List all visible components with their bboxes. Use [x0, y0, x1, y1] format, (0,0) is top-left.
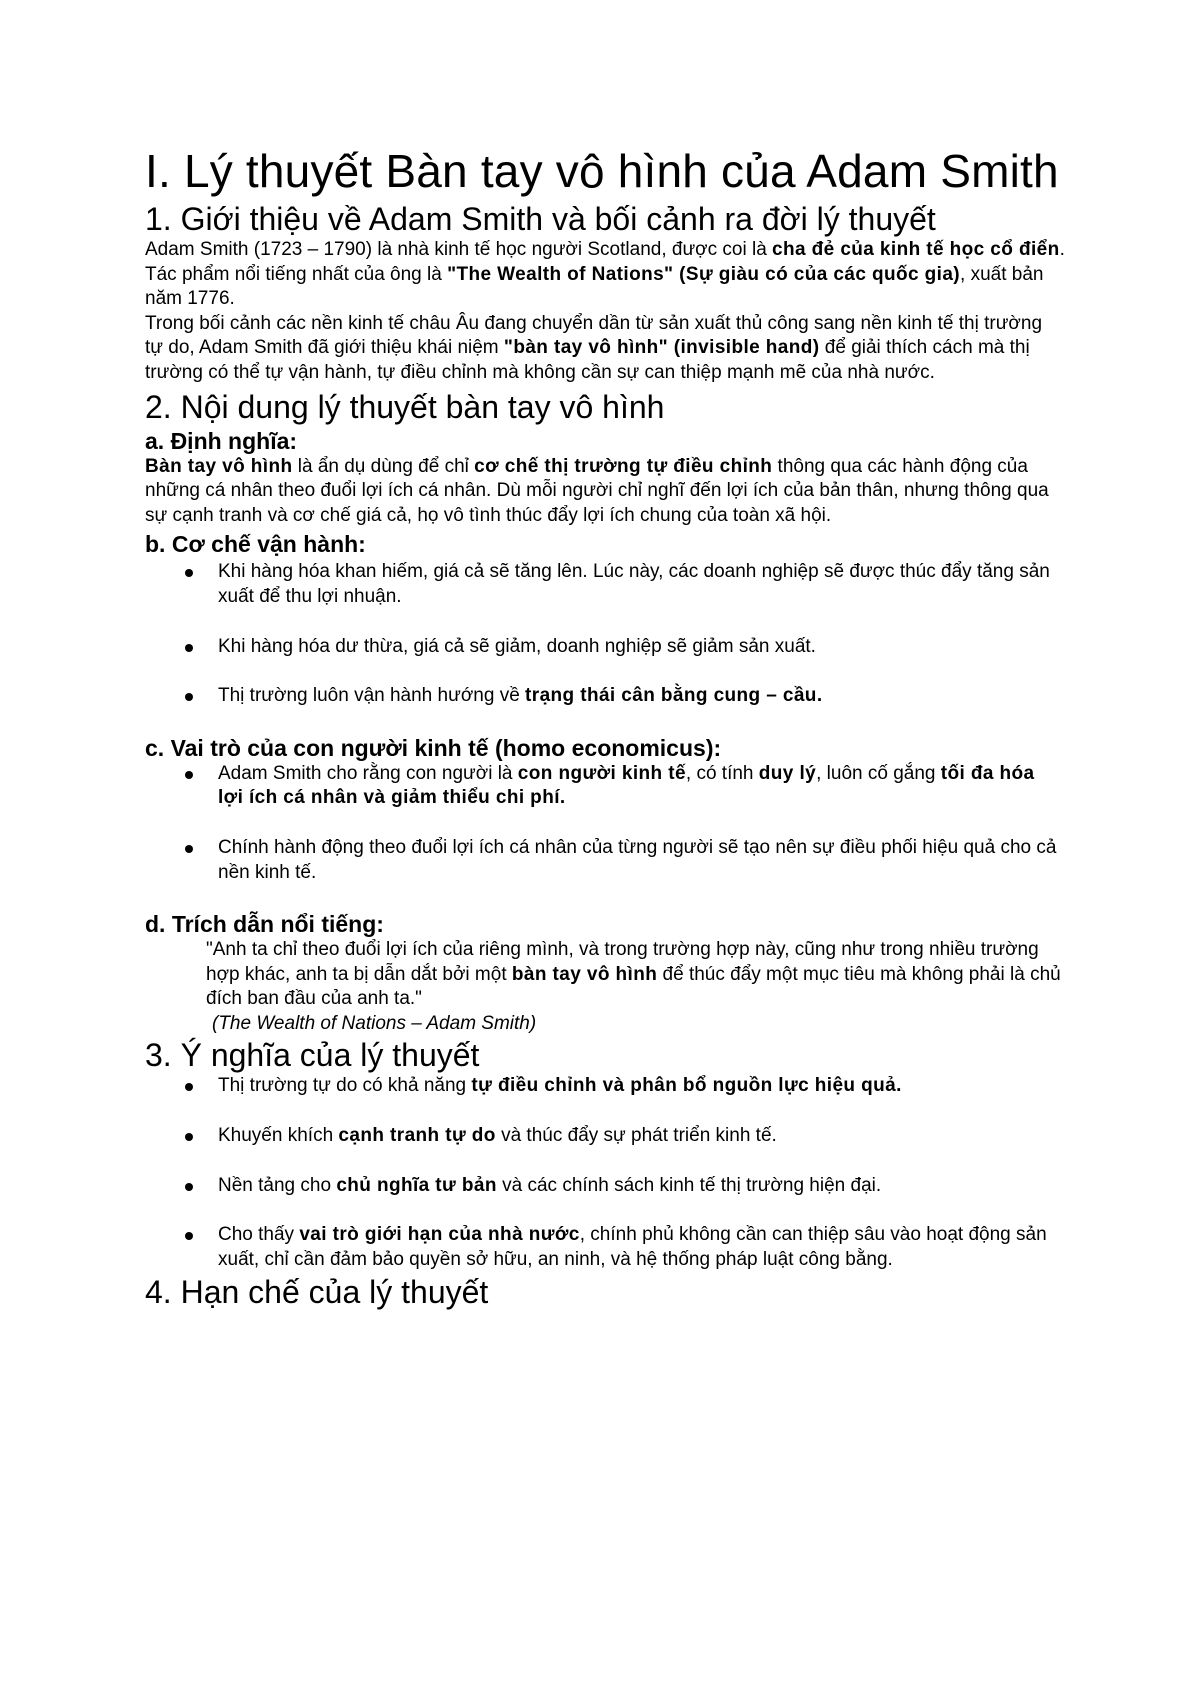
paragraph: Bàn tay vô hình là ẩn dụ dùng để chỉ cơ chế thị trường tự điều chỉnh thông qua các hành động của những cá nhân theo đuổi lợi ích cá nhân. Dù mỗi người chỉ nghĩ đến lợi ích của bản thân, nhưng thông qua sự cạnh tranh và cơ chế giá cả, họ vô tình thúc đẩy lợi ích chung của toàn xã hội. [145, 455, 1049, 526]
subsection-heading-c: c. Vai trò của con người kinh tế (homo economicus): [145, 734, 722, 761]
document-page [145, 146, 1065, 1311]
list-item: Thị trường tự do có khả năng tự điều chỉnh và phân bổ nguồn lực hiệu quả. [145, 1074, 1065, 1099]
list-item: Thị trường luôn vận hành hướng về trạng thái cân bằng cung – cầu. [145, 684, 1065, 709]
list-item: Cho thấy vai trò giới hạn của nhà nước, chính phủ không cần can thiệp sâu vào hoạt động sản xuất, chỉ cần đảm bảo quyền sở hữu, an ninh, và hệ thống pháp luật công bằng. [145, 1223, 1065, 1272]
document-title: I. Lý thuyết Bàn tay vô hình của Adam Smith [145, 145, 1059, 197]
section-heading-4: 4. Hạn chế của lý thuyết [145, 1274, 489, 1311]
bullet-icon [185, 771, 193, 779]
bullet-icon [185, 845, 193, 853]
quote-citation: (The Wealth of Nations – Adam Smith) [212, 1012, 537, 1034]
bullet-list [145, 1074, 1065, 1272]
section-heading-1: 1. Giới thiệu về Adam Smith và bối cảnh ra đời lý thuyết [145, 201, 936, 237]
list-item: Adam Smith cho rằng con người là con người kinh tế, có tính duy lý, luôn cố gắng tối đa hóa lợi ích cá nhân và giảm thiểu chi phí. [145, 762, 1065, 811]
bullet-icon [185, 1083, 193, 1091]
list-item: Khi hàng hóa khan hiếm, giá cả sẽ tăng lên. Lúc này, các doanh nghiệp sẽ được thúc đẩy tăng sản xuất để thu lợi nhuận. [145, 560, 1065, 609]
paragraph: Adam Smith (1723 – 1790) là nhà kinh tế học người Scotland, được coi là cha đẻ của kinh tế học cổ điển. Tác phẩm nổi tiếng nhất của ông là "The Wealth of Nations" (Sự giàu có của các quốc gia), xuất bản năm 1776. [145, 239, 1065, 310]
bullet-list [145, 560, 1065, 708]
list-item: Khi hàng hóa dư thừa, giá cả sẽ giảm, doanh nghiệp sẽ giảm sản xuất. [145, 635, 1065, 660]
bullet-icon [185, 1133, 193, 1141]
subsection-heading-b: b. Cơ chế vận hành: [145, 531, 366, 558]
section-heading-2: 2. Nội dung lý thuyết bàn tay vô hình [145, 388, 665, 425]
list-item: Chính hành động theo đuổi lợi ích cá nhân của từng người sẽ tạo nên sự điều phối hiệu quả cho cả nền kinh tế. [145, 836, 1065, 885]
bullet-icon [185, 1232, 193, 1240]
bullet-icon [185, 644, 193, 652]
subsection-heading-d: d. Trích dẫn nổi tiếng: [145, 911, 384, 938]
section-heading-3: 3. Ý nghĩa của lý thuyết [145, 1037, 480, 1074]
bullet-list [145, 762, 1065, 885]
bullet-icon [185, 569, 193, 577]
paragraph: Trong bối cảnh các nền kinh tế châu Âu đang chuyển dần từ sản xuất thủ công sang nền kinh tế thị trường tự do, Adam Smith đã giới thiệu khái niệm "bàn tay vô hình" (invisible hand) để giải thích cách mà thị trường có thể tự vận hành, tự điều chỉnh mà không cần sự can thiệp mạnh mẽ của nhà nước. [145, 312, 1043, 383]
bullet-icon [185, 1183, 193, 1191]
subsection-heading-a: a. Định nghĩa: [145, 427, 298, 454]
bullet-icon [185, 693, 193, 701]
list-item: Khuyến khích cạnh tranh tự do và thúc đẩy sự phát triển kinh tế. [145, 1124, 1065, 1149]
quote-text: "Anh ta chỉ theo đuổi lợi ích của riêng mình, và trong trường hợp này, cũng như trong nhiều trường hợp khác, anh ta bị dẫn dắt bởi một bàn tay vô hình để thúc đẩy một mục tiêu mà không phải là chủ đích ban đầu của anh ta." [206, 939, 1061, 1010]
list-item: Nền tảng cho chủ nghĩa tư bản và các chính sách kinh tế thị trường hiện đại. [145, 1174, 1065, 1199]
